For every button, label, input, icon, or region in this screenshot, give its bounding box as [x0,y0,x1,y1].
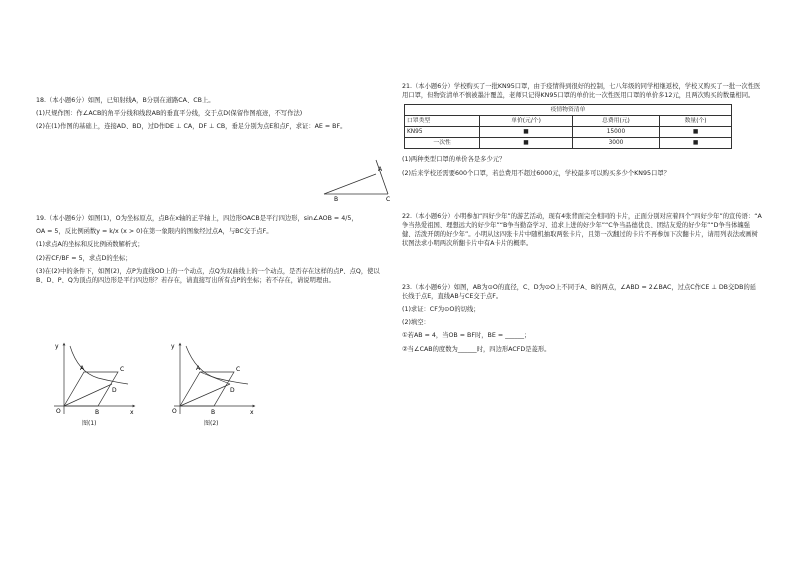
table-cell: ■ [480,127,573,138]
q19-stem-2: OA = 5，反比例函数y = k/x (x > 0)在第一象限内的图象经过点A，与BC交于点F。 [36,228,273,236]
q23-part3: ①若AB = 4，当OB = BF时，BE = ______； [402,332,531,340]
table-header: 数量(个) [660,116,732,127]
fig1-label-A: A [80,365,85,372]
fig2-label-x: x [250,409,254,416]
fig1-label-B: B [95,409,100,416]
q19-figure-1 [42,340,142,418]
spacer [402,182,762,212]
fig1-label-O: O [56,408,61,415]
q18-label-B: B [334,196,339,202]
left-column [36,96,386,136]
table-header-row [405,116,732,127]
q19-figure-1-caption: 图(1) [82,420,97,427]
right-column [402,82,762,358]
q23-part1: (1)求证：CF为⊙O的切线； [402,306,480,314]
fig2-label-O: O [172,408,177,415]
q19-stem-1: 19.（本小题6分）如图(1)，O为坐标原点，点B在x轴的正半轴上，四边形OACB是平行四边形，sin∠AOB = 4/5， [36,215,358,222]
q22-stem: 22.（本小题6分）小明参加“四好少年”的游艺活动，现有4张背面完全相同的卡片，正面分别对应着四个“四好少年”的宣传语：“A争当热爱祖国、理想远大的好少年”“B争当勤奋学习、追求上进的好少年”“C争当品德优良、团结友爱的好少年”“D争当体魄强健、活泼开朗的好少年”。小明从这四张卡片中随机抽取两张卡片，且第一次翻过的卡片不再参加下次翻卡片，请用列表法或画树状图法求小明两次所翻卡片中有A卡片的概率。 [402,212,762,248]
q18-stem: 18.（本小题6分）如图，已知射线A，B分别在道路CA、CB上。 [36,97,215,104]
q18-label-C: C [386,196,391,202]
q23-stem: 23.（本小题6分）如图，AB为⊙O的直径，C、D为⊙O上不同于A、B的两点，∠ABD = 2∠BAC，过点C作CE ⊥ DB交DB的延长线于点E，直线AB与CE交于点F。 [402,283,757,300]
q19-part1: (1)求点A的坐标和反比例函数解析式； [36,241,144,249]
table-header: 单价(元/个) [480,116,573,127]
q19-block [36,214,386,289]
q18-triangle-figure [318,158,394,202]
table-cell: 3000 [572,138,659,149]
table-cell: 15000 [572,127,659,138]
spacer [402,253,762,283]
fig2-label-A: A [196,365,201,372]
table-title: 疫情物资清单 [405,105,732,116]
q23-part4: ②当∠CAB的度数为______时，四边形ACFD是菱形。 [402,345,551,353]
q21-supply-table [404,104,732,149]
q18-label-A: A [378,166,383,173]
q23-part2: (2)填空： [402,319,430,327]
q19-part3: (3)在(2)中的条件下，如图(2)，点P为直线OD上的一个动点，点Q为双曲线上的一个动点，是否存在这样的点P、点Q，使以B、D、P、Q为顶点的四边形是平行四边形？若存在，请直接写出所有点P的坐标；若不存在，请说明理由。 [36,267,380,285]
table-header: 口罩类型 [405,116,480,127]
fig2-label-D: D [230,387,235,394]
table-header: 总费用(元) [572,116,659,127]
q21-part2: (2)后来学校还需要600个口罩，若总费用不超过6000元，学校最多可以购买多少个KN95口罩？ [402,169,670,177]
table-cell: 一次性 [405,138,480,149]
table-cell: ■ [660,138,732,149]
fig1-label-C: C [120,366,125,373]
fig2-label-y: y [171,343,175,350]
table-cell: KN95 [405,127,480,138]
q18-part1: (1)尺规作图：作∠ACB的角平分线和线段AB的垂直平分线，交于点D(保留作图痕迹，不写作法) [36,110,303,118]
q19-figure-2-caption: 图(2) [204,420,219,427]
fig2-label-C: C [236,366,241,373]
fig1-label-y: y [55,343,59,350]
q21-stem: 21.（本小题6分）学校购买了一批KN95口罩，由于疫情得到很好的控制，七八年级的同学相继返校，学校又购买了一批一次性医用口罩，但物资清单不慎被墨汁覆盖，老师只记得KN95口罩的单价比一次性医用口罩的单价多12元，且两次购买的数量相同。 [402,83,761,100]
table-cell: ■ [660,127,732,138]
table-cell: ■ [480,138,573,149]
q18-part2: (2)在(1)作图的基础上，连接AD、BD，过D作DE ⊥ CA，DF ⊥ CB，垂足分别为点E和点F，求证：AE = BF。 [36,123,347,131]
q19-figure-2 [162,340,262,418]
fig1-label-D: D [112,387,117,394]
fig1-label-x: x [130,409,134,416]
q21-part1: (1)两种类型口罩的单价各是多少元？ [402,156,506,164]
fig2-label-B: B [211,409,216,416]
q19-part2: (2)若CF/BF = 5，求点D的坐标； [36,254,132,262]
table-row [405,138,732,149]
table-row [405,127,732,138]
